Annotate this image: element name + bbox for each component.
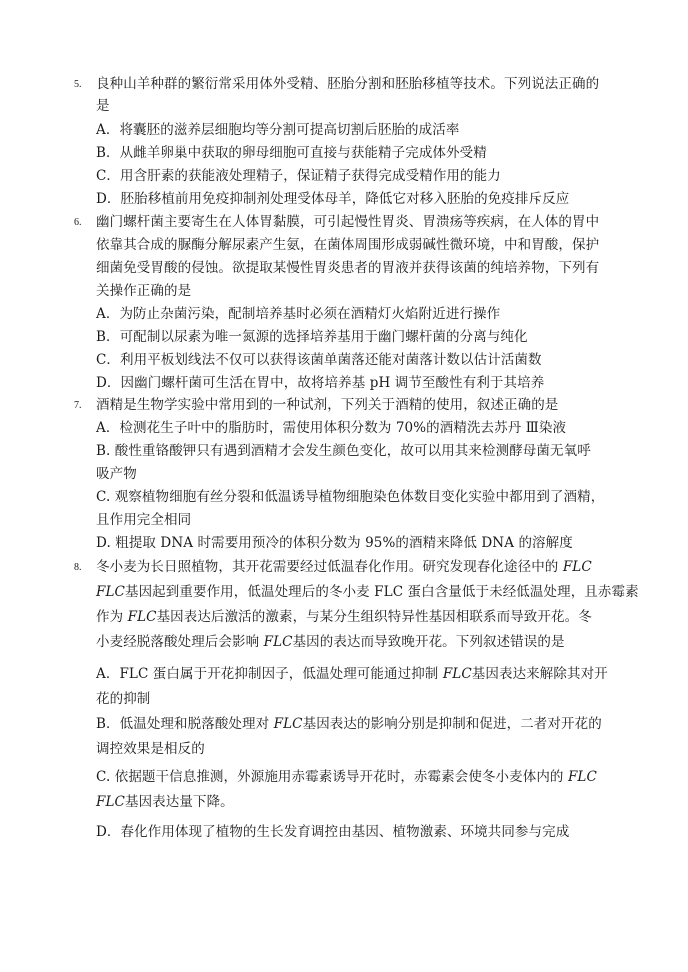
- option-c-continued: 且作用完全相同: [96, 512, 192, 528]
- option-text: C. 依据题干信息推测，外源施用赤霉素诱导开花时，赤霉素会使冬小麦体内的: [96, 769, 564, 785]
- stem-text: 冬小麦为长日照植物，其开花需要经过低温春化作用。研究发现春化途径中的: [96, 559, 559, 575]
- option-text: 基因表达的影响分别是抑制和促进，二者对开花的: [302, 716, 602, 732]
- option-a: A．检测花生子叶中的脂肪时，需使用体积分数为 70%的酒精洗去苏丹 Ⅲ染液: [96, 420, 567, 436]
- option-b: [96, 713, 602, 735]
- option-c: C. 观察植物细胞有丝分裂和低温诱导植物细胞染色体数目变化实验中都用到了酒精，: [96, 489, 605, 505]
- option-b: B. 酸性重铬酸钾只有遇到酒精才会发生颜色变化，故可以用其来检测酵母菌无氧呼: [96, 443, 591, 459]
- option-text: A．FLC 蛋白属于开花抑制因子，低温处理可能通过抑制: [96, 666, 439, 682]
- gene-name: FLC: [273, 716, 303, 732]
- option-text: B．低温处理和脱落酸处理对: [96, 716, 270, 732]
- question-stem: 良种山羊种群的繁衍常采用体外受精、胚胎分割和胚胎移植等技术。下列说法正确的: [96, 76, 600, 92]
- question-stem: 依靠其合成的脲酶分解尿素产生氨，在菌体周围形成弱碱性微环境，中和胃酸，保护: [96, 237, 600, 253]
- option-c: C．用含肝素的获能液处理精子，保证精子获得完成受精作用的能力: [96, 168, 501, 184]
- question-stem: 酒精是生物学实验中常用到的一种试剂，下列关于酒精的使用，叙述正确的是: [96, 397, 559, 413]
- question-number: 7.: [74, 400, 82, 411]
- question-number: 5.: [74, 79, 82, 90]
- option-b: B．从雌羊卵巢中获取的卵母细胞可直接与获能精子完成体外受精: [96, 145, 487, 161]
- option-b-continued: 调控效果是相反的: [96, 741, 205, 757]
- gene-name: FLC: [442, 666, 472, 682]
- option-text: 基因表达来解除其对开: [471, 666, 608, 682]
- gene-name: FLC: [562, 559, 592, 575]
- question-stem: [96, 606, 592, 628]
- question-number: 8.: [74, 562, 82, 573]
- stem-text: 小麦经脱落酸处理后会影响: [96, 634, 260, 650]
- question-stem: 关操作正确的是: [96, 283, 192, 299]
- question-stem: 细菌免受胃酸的侵蚀。欲提取某慢性胃炎患者的胃液并获得该菌的纯培养物，下列有: [96, 260, 600, 276]
- question-stem: 幽门螺杆菌主要寄生在人体胃黏膜，可引起慢性胃炎、胃溃疡等疾病，在人体的胃中: [96, 214, 600, 230]
- option-d: D．胚胎移植前用免疫抑制剂处理受体母羊，降低它对移入胚胎的免疫排斥反应: [96, 191, 570, 207]
- option-text: 基因表达量下降。: [124, 794, 234, 810]
- gene-name: FLC: [263, 634, 293, 650]
- gene-name: FLC: [567, 769, 597, 785]
- stem-text: 基因起到重要作用，低温处理后的冬小麦 FLC 蛋白含量低于未经低温处理，且赤霉素: [124, 584, 639, 600]
- option-a: A．将囊胚的滋养层细胞均等分割可提高切割后胚胎的成活率: [96, 122, 460, 138]
- option-a-continued: 花的抑制: [96, 691, 151, 707]
- stem-text: 基因的表达而导致晚开花。下列叙述错误的是: [292, 634, 565, 650]
- question-stem: 是: [96, 98, 110, 114]
- option-c: [96, 766, 597, 788]
- gene-name: FLC: [127, 609, 157, 625]
- gene-name: FLC: [96, 584, 125, 600]
- option-a: A．为防止杂菌污染，配制培养基时必须在酒精灯火焰附近进行操作: [96, 306, 501, 322]
- question-stem: [96, 556, 592, 578]
- stem-text: 基因表达后激活的激素，与某分生组织特异性基因相联系而导致开花。冬: [156, 609, 592, 625]
- option-c-continued: [96, 791, 234, 813]
- question-number: 6.: [74, 217, 82, 228]
- option-b: B．可配制以尿素为唯一氮源的选择培养基用于幽门螺杆菌的分离与纯化: [96, 329, 528, 345]
- option-d: D. 粗提取 DNA 时需要用预冷的体积分数为 95%的酒精来降低 DNA 的溶解度: [96, 535, 573, 551]
- option-c: C．利用平板划线法不仅可以获得该菌单菌落还能对菌落计数以估计活菌数: [96, 352, 542, 368]
- option-d: D．春化作用体现了植物的生长发育调控由基因、植物激素、环境共同参与完成: [96, 824, 570, 840]
- option-b-continued: 吸产物: [96, 466, 137, 482]
- option-a: [96, 663, 608, 685]
- gene-name: FLC: [96, 794, 125, 810]
- question-stem: [96, 631, 565, 653]
- stem-text: 作为: [96, 609, 124, 625]
- question-stem: [96, 581, 639, 603]
- option-d: D．因幽门螺杆菌可生活在胃中，故将培养基 pH 调节至酸性有利于其培养: [96, 375, 545, 391]
